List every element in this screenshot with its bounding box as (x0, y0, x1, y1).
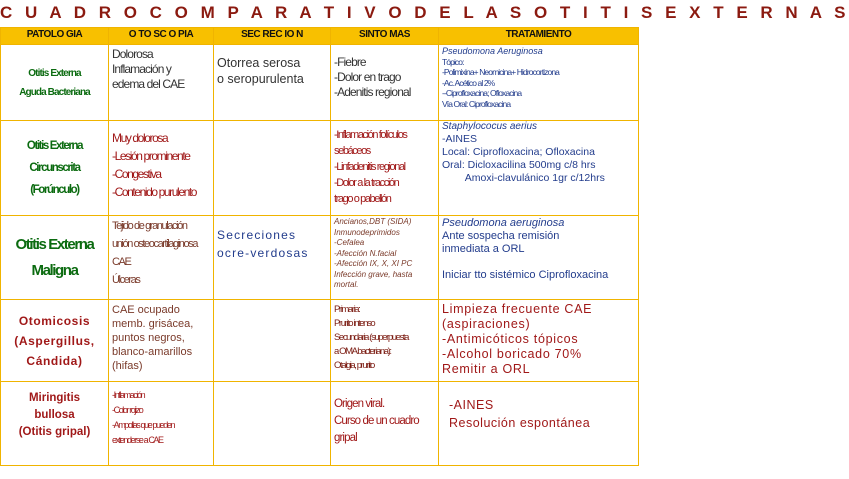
treatment-text: -AINES Local: Ciprofloxacina; Ofloxacina Oral: Dicloxacilina 500mg c/8 hrs Amoxi-clavulánico 1gr c/12hrs (442, 133, 605, 184)
treatment-cell (439, 216, 639, 300)
otoscopy-cell (109, 121, 214, 216)
comparison-table (0, 27, 639, 466)
treatment-text: Tópico: -Polimixina+ Neomicina+ Hidrocortizona -Ac. Acético al 2% --Ciprofloxacina; Ofloxacina Vía Oral: Ciprofloxacina (442, 56, 559, 109)
symptoms-cell (331, 216, 439, 300)
treatment-pathogen: Pseudomona aeruginosa (442, 217, 565, 229)
pathology-cell (1, 216, 109, 300)
treatment-text: Ante sospecha remisión inmediata a ORL Iniciar tto sistémico Ciprofloxacina (442, 230, 609, 281)
table-row (1, 121, 639, 216)
otoscopy-text: Tejido de granulación unión osteocartilaginosa CAE Úlceras (112, 220, 198, 286)
secretion-cell (214, 216, 331, 300)
secretion-cell (214, 45, 331, 121)
treatment-cell (439, 300, 639, 382)
symptoms-cell (331, 382, 439, 466)
pathology-name: Otomicosis (Aspergillus, Cándida) (14, 313, 95, 368)
otoscopy-text: -Inflamación -Color rojizo -Ampollas que pueden extenderse a CAE (112, 390, 175, 445)
symptoms-text: -Inflamación folículos sebáceos -Linfadenitis regional -Dolor a la tracción trago o pabellón (334, 129, 407, 205)
otoscopy-cell (109, 45, 214, 121)
otoscopy-text: Dolorosa Inflamación y edema del CAE (112, 47, 185, 91)
table-row (1, 45, 639, 121)
treatment-cell (439, 121, 639, 216)
otoscopy-text: Muy dolorosa -Lesión prominente -Congestiva -Contenido purulento (112, 131, 197, 199)
secretion-cell (214, 300, 331, 382)
pathology-name: Otitis Externa Aguda Bacteriana (19, 67, 90, 98)
pathology-name: Otitis Externa Circunscrita (Forúnculo) (26, 140, 83, 196)
symptoms-text: Primaria: Prurito intenso Secundaria (superpuesta a OMA bacteriana): Otalgia, prurito (334, 304, 408, 371)
otoscopy-cell (109, 300, 214, 382)
treatment-pathogen: Pseudomona Aeruginosa (442, 46, 543, 56)
symptoms-cell (331, 300, 439, 382)
secretion-cell (214, 121, 331, 216)
symptoms-cell (331, 45, 439, 121)
pathology-cell (1, 382, 109, 466)
header-pathology: PATOLO GIA (1, 28, 109, 45)
treatment-cell (439, 382, 639, 466)
pathology-cell (1, 45, 109, 121)
table-row (1, 216, 639, 300)
treatment-cell (439, 45, 639, 121)
symptoms-text: Ancianos,DBT (SIDA) Inmunodeprimidos -Cefalea -Afección N.facial -Afección IX, X, XI PC Infección grave, hasta mortal. (334, 217, 413, 289)
symptoms-text: Origen viral. Curso de un cuadro gripal (334, 398, 419, 444)
table-row (1, 382, 639, 466)
header-symptoms: SINTO MAS (331, 28, 439, 45)
otoscopy-cell (109, 216, 214, 300)
otoscopy-cell (109, 382, 214, 466)
secretion-text: Secreciones ocre-verdosas (217, 228, 309, 260)
table-header-row (1, 28, 639, 45)
symptoms-cell (331, 121, 439, 216)
treatment-text: Limpieza frecuente CAE (aspiraciones) -Antimicóticos tópicos -Alcohol boricado 70% Remitir a ORL (442, 302, 593, 376)
table-row (1, 300, 639, 382)
secretion-text: Otorrea serosa o seropurulenta (217, 56, 304, 86)
page-title: C U A D R O C O M P A R A T I V O D E L A S O T I T I S E X T E R N A S (0, 3, 849, 22)
header-otoscopy: O TO SC O PIA (109, 28, 214, 45)
header-secretion: SEC REC IO N (214, 28, 331, 45)
treatment-text: -AINES Resolución espontánea (449, 398, 591, 430)
otoscopy-text: CAE ocupado memb. grisácea, puntos negros, blanco-amarillos (hifas) (112, 304, 194, 372)
pathology-name: Miringitis bullosa (Otitis gripal) (18, 392, 91, 438)
header-treatment: TRATAMIENTO (439, 28, 639, 45)
symptoms-text: -Fiebre -Dolor en trago -Adenitis regional (334, 55, 411, 99)
treatment-pathogen: Staphylococus aerius (442, 121, 538, 132)
secretion-cell (214, 382, 331, 466)
pathology-name: Otitis Externa Maligna (15, 235, 94, 279)
pathology-cell (1, 121, 109, 216)
pathology-cell (1, 300, 109, 382)
